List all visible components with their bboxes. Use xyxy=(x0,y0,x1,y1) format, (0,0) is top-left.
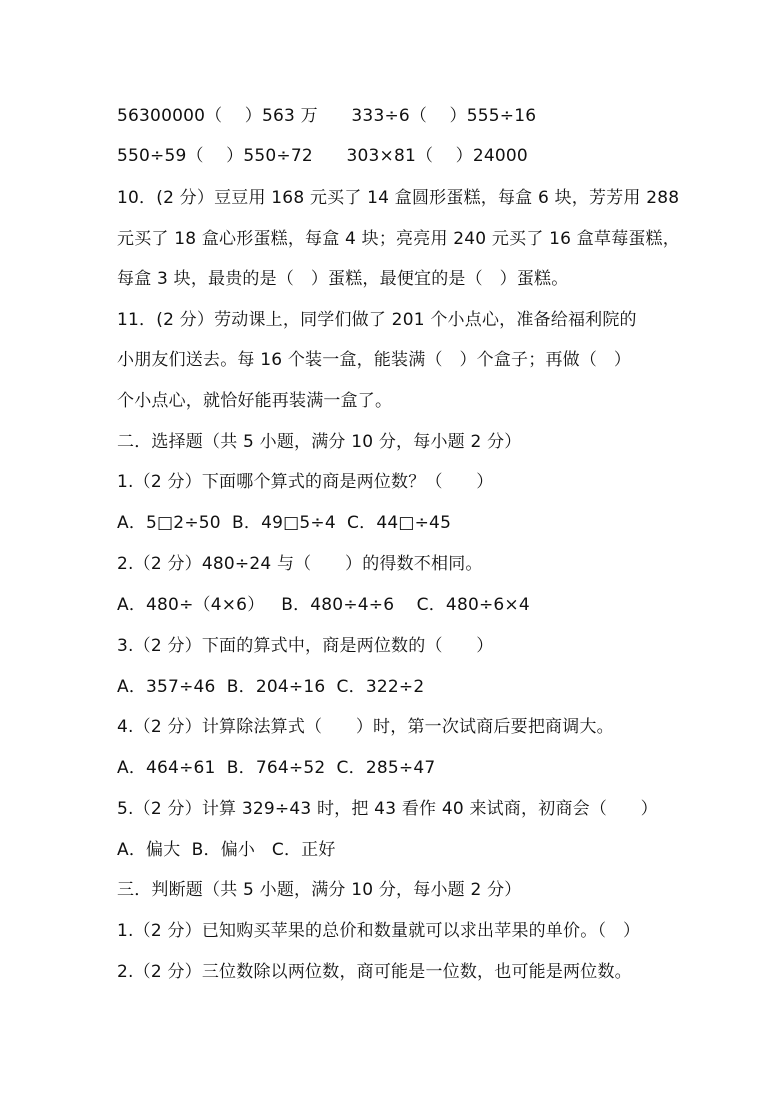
s2-question-4: 4.（2 分）计算除法算式（ ）时，第一次试商后要把商调大。 xyxy=(117,717,614,737)
q11-line-3: 个小点心，就恰好能再装满一盒了。 xyxy=(117,391,393,411)
s3-question-1: 1.（2 分）已知购买苹果的总价和数量就可以求出苹果的单价。（ ） xyxy=(117,921,641,941)
q11-line-2: 小朋友们送去。每 16 个装一盒，能装满（ ）个盒子；再做（ ） xyxy=(117,350,632,370)
q10-line-3: 每盒 3 块，最贵的是（ ）蛋糕，最便宜的是（ ）蛋糕。 xyxy=(117,269,569,289)
s2-question-2: 2.（2 分）480÷24 与（ ）的得数不相同。 xyxy=(117,554,483,574)
s2-question-4-options: A．464÷61 B．764÷52 C．285÷47 xyxy=(117,758,436,778)
s3-question-2: 2.（2 分）三位数除以两位数，商可能是一位数，也可能是两位数。 xyxy=(117,962,632,982)
compare-row-1: 56300000（ ）563 万 333÷6（ ）555÷16 xyxy=(117,106,537,126)
s2-question-3: 3.（2 分）下面的算式中，商是两位数的（ ） xyxy=(117,636,494,656)
s2-question-1-options: A．5□2÷50 B．49□5÷4 C．44□÷45 xyxy=(117,513,452,533)
section2-title: 二．选择题（共 5 小题，满分 10 分，每小题 2 分） xyxy=(117,432,522,452)
section3-title: 三．判断题（共 5 小题，满分 10 分，每小题 2 分） xyxy=(117,880,522,900)
s2-question-1: 1.（2 分）下面哪个算式的商是两位数？（ ） xyxy=(117,472,494,492)
s2-question-3-options: A．357÷46 B．204÷16 C．322÷2 xyxy=(117,677,425,697)
s2-question-5: 5.（2 分）计算 329÷43 时，把 43 看作 40 来试商，初商会（ ） xyxy=(117,799,658,819)
compare-row-2: 550÷59（ ）550÷72 303×81（ ）24000 xyxy=(117,146,528,166)
q10-line-1: 10．(2 分）豆豆用 168 元买了 14 盒圆形蛋糕，每盒 6 块，芳芳用 288 xyxy=(117,188,680,208)
s2-question-5-options: A．偏大 B．偏小 C．正好 xyxy=(117,840,336,860)
s2-question-2-options: A．480÷（4×6） B．480÷4÷6 C．480÷6×4 xyxy=(117,595,530,615)
q10-line-2: 元买了 18 盒心形蛋糕，每盒 4 块；亮亮用 240 元买了 16 盒草莓蛋糕， xyxy=(117,229,680,249)
q11-line-1: 11．(2 分）劳动课上，同学们做了 201 个小点心，准备给福利院的 xyxy=(117,310,637,330)
